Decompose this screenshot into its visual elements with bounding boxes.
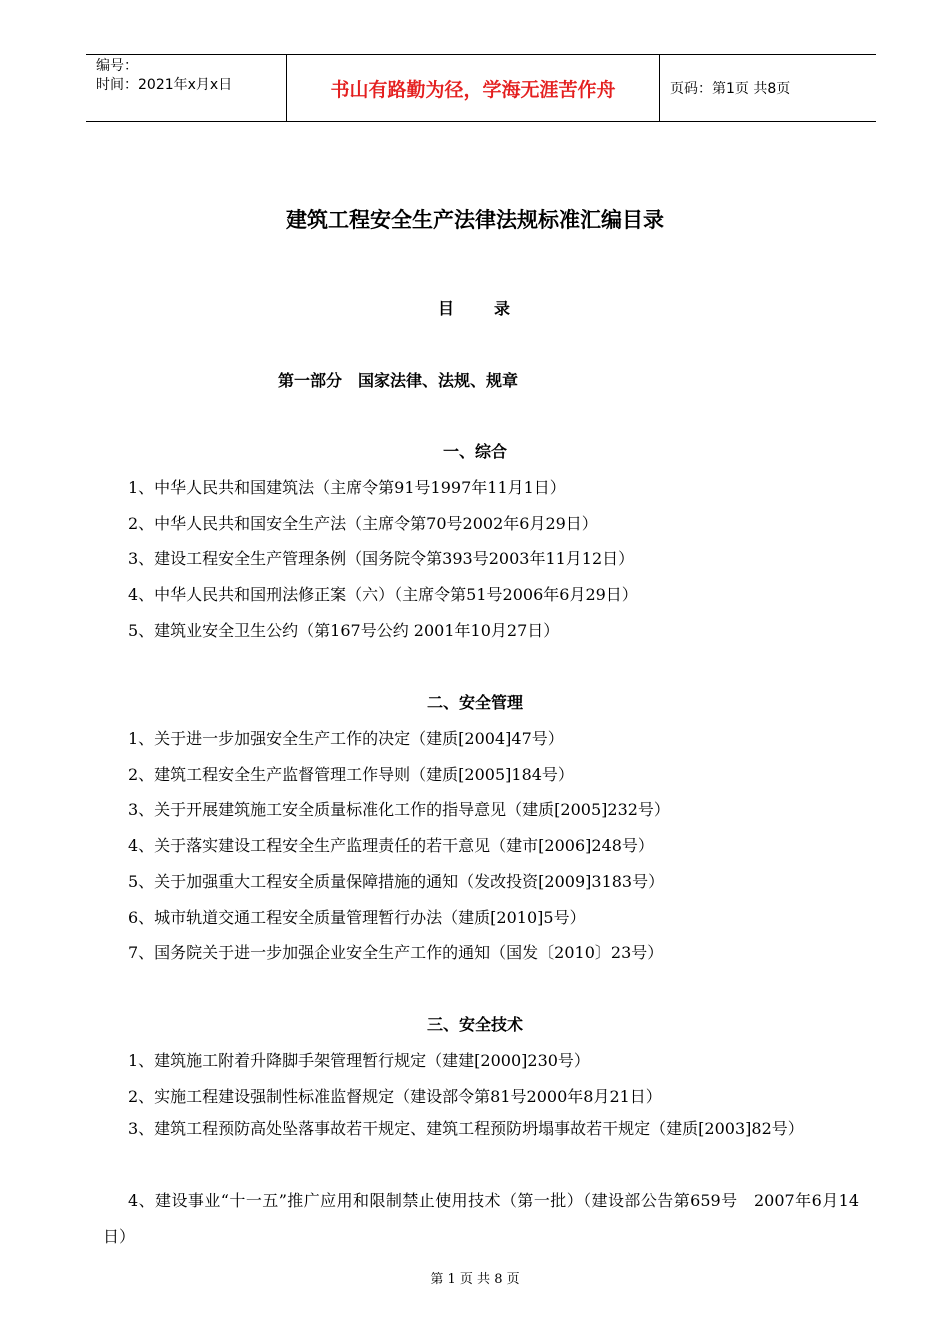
list-item: 5、建筑业安全卫生公约（第167号公约 2001年10月27日） <box>128 621 560 640</box>
list-item: 1、关于进一步加强安全生产工作的决定（建质[2004]47号） <box>128 729 564 748</box>
list-item: 4、中华人民共和国刑法修正案（六）（主席令第51号2006年6月29日） <box>128 585 638 604</box>
header-motto: 书山有路勤为径，学海无涯苦作舟 <box>287 55 660 121</box>
document-title: 建筑工程安全生产法律法规标准汇编目录 <box>286 208 664 232</box>
list-item: 7、国务院关于进一步加强企业安全生产工作的通知（国发〔2010〕23号） <box>128 943 664 962</box>
list-item: 2、建筑工程安全生产监督管理工作导则（建质[2005]184号） <box>128 765 574 784</box>
header-meta <box>86 55 287 121</box>
document-number: 编号： <box>96 58 138 74</box>
list-item: 2、中华人民共和国安全生产法（主席令第70号2002年6月29日） <box>128 514 598 533</box>
list-item: 4、关于落实建设工程安全生产监理责任的若干意见（建市[2006]248号） <box>128 836 654 855</box>
list-item: 6、城市轨道交通工程安全质量管理暂行办法（建质[2010]5号） <box>128 908 586 927</box>
list-item: 3、建筑工程预防高处坠落事故若干规定、建筑工程预防坍塌事故若干规定（建质[2003]82号） <box>128 1119 804 1138</box>
list-item: 4、建设事业“十一五”推广应用和限制禁止使用技术（第一批）（建设部公告第659号 2007年6月14日） <box>103 1191 859 1246</box>
list-item: 1、中华人民共和国建筑法（主席令第91号1997年11月1日） <box>128 478 566 497</box>
toc-label: 目录 <box>437 299 550 318</box>
header-page-info: 页码：第1页 共8页 <box>670 81 791 97</box>
part-title: 第一部分 国家法律、法规、规章 <box>278 371 519 390</box>
list-item: 1、建筑施工附着升降脚手架管理暂行规定（建建[2000]230号） <box>128 1051 590 1070</box>
list-item: 3、关于开展建筑施工安全质量标准化工作的指导意见（建质[2005]232号） <box>128 800 670 819</box>
page-footer: 第 1 页 共 8 页 <box>430 1272 520 1287</box>
list-item: 5、关于加强重大工程安全质量保障措施的通知（发改投资[2009]3183号） <box>128 872 665 891</box>
list-item: 2、实施工程建设强制性标准监督规定（建设部令第81号2000年8月21日） <box>128 1087 662 1106</box>
page-header <box>86 54 876 122</box>
document-time: 时间：2021年x月x日 <box>96 77 233 93</box>
list-item: 3、建设工程安全生产管理条例（国务院令第393号2003年11月12日） <box>128 549 635 568</box>
section-title: 二、安全管理 <box>426 693 523 712</box>
section-title: 一、综合 <box>442 442 507 461</box>
section-title: 三、安全技术 <box>426 1015 523 1034</box>
